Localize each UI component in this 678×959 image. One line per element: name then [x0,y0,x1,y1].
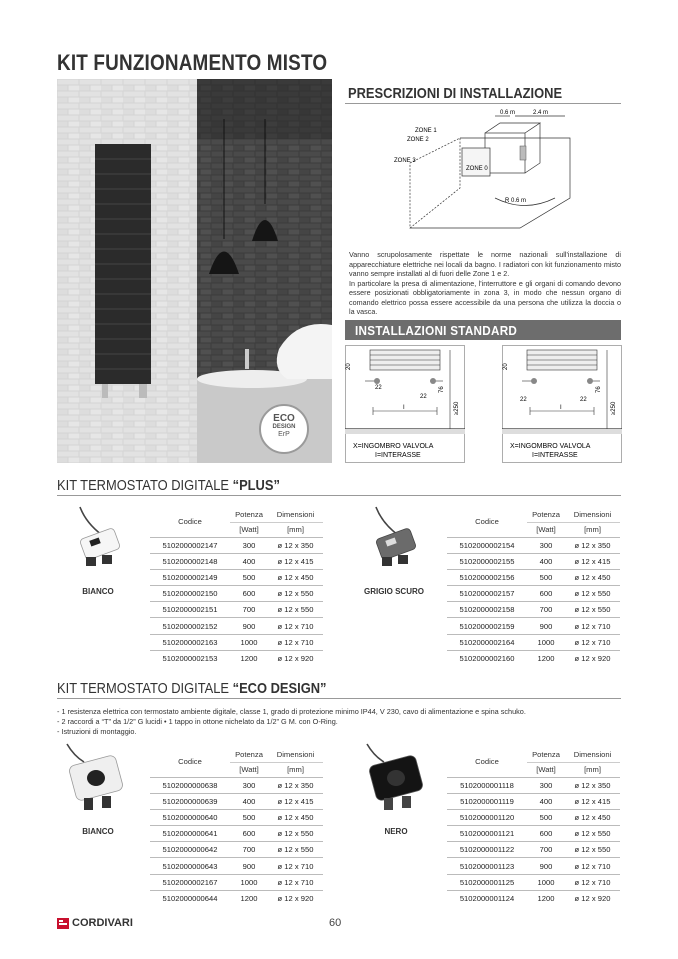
brand-logo [57,917,133,929]
dimensioni-cell: ø 12 x 415 [268,793,323,809]
table-row [150,537,323,553]
codice-cell: 5102000001122 [447,842,527,858]
codice-cell: 5102000000642 [150,842,230,858]
plus-grigio-thermostat-image [368,505,428,577]
potenza-cell: 900 [527,858,565,874]
potenza-cell: 600 [230,826,268,842]
codice-cell: 5102000002151 [150,602,230,618]
col-potenza-unit: [Watt] [230,762,268,777]
potenza-cell: 900 [527,618,565,634]
dimensioni-cell: ø 12 x 450 [268,809,323,825]
dimensioni-cell: ø 12 x 550 [565,602,620,618]
potenza-cell: 1200 [230,890,268,906]
codice-cell: 5102000001123 [447,858,527,874]
table-row [447,537,620,553]
table-row [150,618,323,634]
dim-20-right: 20 [503,363,509,370]
dimensioni-cell: ø 12 x 710 [565,618,620,634]
potenza-cell: 500 [230,569,268,585]
prescrizioni-heading: PRESCRIZIONI DI INSTALLAZIONE [348,85,563,102]
col-dimensioni: Dimensioni [276,749,315,759]
installation-diagram-left [345,345,465,463]
plus-rule [57,495,621,496]
eco-bianco-thermostat-image [62,742,132,817]
potenza-cell: 600 [527,826,565,842]
dim-22-left-b: 22 [420,394,427,400]
dimensioni-cell: ø 12 x 550 [268,602,323,618]
codice-cell: 5102000000638 [150,777,230,793]
plus-heading [57,477,280,494]
codice-cell: 5102000002163 [150,634,230,650]
dimensioni-cell: ø 12 x 350 [565,537,620,553]
col-dimensioni: Dimensioni [276,509,315,519]
codice-cell: 5102000002149 [150,569,230,585]
potenza-cell: 300 [527,777,565,793]
table-row [447,793,620,809]
codice-cell: 5102000001120 [447,809,527,825]
eco-table-nero [447,747,620,907]
dimensioni-cell: ø 12 x 710 [268,618,323,634]
dimensioni-cell: ø 12 x 550 [565,826,620,842]
col-potenza-unit: [Watt] [527,762,565,777]
potenza-cell: 300 [230,537,268,553]
table-row [150,650,323,666]
codice-cell: 5102000002159 [447,618,527,634]
codice-cell: 5102000001121 [447,826,527,842]
potenza-cell: 300 [527,537,565,553]
dim-76-right: 76 [596,386,602,393]
legend2-left: I=INTERASSE [375,452,421,459]
plus-heading-prefix: KIT TERMOSTATO DIGITALE [57,477,233,494]
eco-bianco-label: BIANCO [82,827,114,836]
dim-24-label: 2.4 m [533,110,549,116]
dimensioni-cell: ø 12 x 350 [268,777,323,793]
potenza-cell: 1000 [230,874,268,890]
dim-250-left: ≥250 [454,401,460,415]
codice-cell: 5102000002157 [447,586,527,602]
table-row [150,842,323,858]
potenza-cell: 1200 [230,650,268,666]
codice-cell: 5102000002164 [447,634,527,650]
eco-badge-line3: ErP [278,431,290,438]
col-potenza: Potenza [235,509,263,519]
table-row [447,602,620,618]
table-row [447,553,620,569]
dim-06-label: 0.6 m [500,110,516,116]
eco-table-bianco [150,747,323,907]
table-row [447,809,620,825]
potenza-cell: 1000 [527,874,565,890]
installation-diagram-right [502,345,622,463]
potenza-cell: 400 [230,793,268,809]
col-dimensioni: Dimensioni [573,509,612,519]
table-row [447,777,620,793]
table-row [447,890,620,906]
col-potenza: Potenza [532,509,560,519]
dimensioni-cell: ø 12 x 550 [268,586,323,602]
potenza-cell: 1200 [527,650,565,666]
codice-cell: 5102000002156 [447,569,527,585]
table-row [150,777,323,793]
codice-cell: 5102000002167 [150,874,230,890]
eco-badge-line1: ECO [273,413,295,424]
dimensioni-cell: ø 12 x 350 [268,537,323,553]
potenza-cell: 900 [230,858,268,874]
eco-notes [57,707,617,737]
potenza-cell: 700 [230,842,268,858]
prescrizioni-text [349,250,621,317]
dimensioni-cell: ø 12 x 415 [565,793,620,809]
codice-cell: 5102000001119 [447,793,527,809]
prescrizioni-rule [345,103,621,104]
codice-cell: 5102000002153 [150,650,230,666]
table-row [447,586,620,602]
dim-22-right-b: 22 [580,397,587,403]
eco-design-badge [259,404,309,454]
brand-name: CORDIVARI [72,917,133,929]
eco-note-1: - 1 resistenza elettrica con termostato ambiente digitale, classe 1, grado di protezione minimo IP44, V 230, cavo di alimentazione e spina schuko. [57,707,526,716]
dimensioni-cell: ø 12 x 415 [565,553,620,569]
page-number: 60 [329,917,342,929]
table-row [150,602,323,618]
page-title: KIT FUNZIONAMENTO MISTO [57,50,328,75]
codice-cell: 5102000002154 [447,537,527,553]
codice-cell: 5102000002152 [150,618,230,634]
dim-20-left: 20 [346,363,352,370]
dimensioni-cell: ø 12 x 710 [268,874,323,890]
table-row [447,874,620,890]
legend2-right: I=INTERASSE [532,452,578,459]
potenza-cell: 700 [230,602,268,618]
plus-bianco-thermostat-image [72,505,132,577]
dimensioni-cell: ø 12 x 920 [565,650,620,666]
col-codice: Codice [178,757,202,767]
table-row [447,650,620,666]
table-row [447,826,620,842]
prescrizioni-paragraph-1: Vanno scrupolosamente rispettate le norme nazionali sull'installazione di apparecchiature elettriche nei locali da bagno. I radiatori con kit funzionamento misto vanno sempre installati al di fuori delle Zone 1 e 2. [349,250,621,278]
codice-cell: 5102000000644 [150,890,230,906]
plus-table-grigio [447,507,620,667]
table-row [150,634,323,650]
dimensioni-cell: ø 12 x 550 [268,842,323,858]
eco-heading-bold: “ECO DESIGN” [232,680,327,697]
potenza-cell: 1000 [527,634,565,650]
eco-nero-thermostat-image [362,742,432,817]
dimensioni-cell: ø 12 x 450 [565,569,620,585]
col-potenza-unit: [Watt] [527,522,565,537]
dimensioni-cell: ø 12 x 550 [565,586,620,602]
potenza-cell: 700 [527,602,565,618]
legend1-left: X=INGOMBRO VALVOLA [353,443,434,450]
dimensioni-cell: ø 12 x 350 [565,777,620,793]
eco-rule [57,698,621,699]
codice-cell: 5102000001125 [447,874,527,890]
dimensioni-cell: ø 12 x 415 [268,553,323,569]
plus-heading-bold: “PLUS” [232,477,280,494]
table-row [150,793,323,809]
dimensioni-cell: ø 12 x 550 [565,842,620,858]
col-dimensioni-unit: [mm] [565,522,620,537]
dim-250-right: ≥250 [611,401,617,415]
dim-22-right-a: 22 [520,397,527,403]
codice-cell: 5102000002155 [447,553,527,569]
col-dimensioni-unit: [mm] [565,762,620,777]
potenza-cell: 600 [230,586,268,602]
table-row [150,569,323,585]
dim-i-right: I [560,405,562,411]
table-row [150,826,323,842]
codice-cell: 5102000000641 [150,826,230,842]
table-row [150,586,323,602]
potenza-cell: 500 [527,569,565,585]
table-row [447,618,620,634]
potenza-cell: 600 [527,586,565,602]
eco-badge-line2: DESIGN [272,424,296,430]
table-row [447,634,620,650]
dimensioni-cell: ø 12 x 920 [268,890,323,906]
eco-heading [57,680,327,697]
installazioni-heading: INSTALLAZIONI STANDARD [355,323,518,338]
dimensioni-cell: ø 12 x 710 [565,874,620,890]
dim-i-left: I [403,405,405,411]
dimensioni-cell: ø 12 x 920 [268,650,323,666]
eco-note-3: - Istruzioni di montaggio. [57,727,137,736]
codice-cell: 5102000000643 [150,858,230,874]
codice-cell: 5102000002147 [150,537,230,553]
potenza-cell: 1000 [230,634,268,650]
potenza-cell: 300 [230,777,268,793]
codice-cell: 5102000000639 [150,793,230,809]
codice-cell: 5102000002158 [447,602,527,618]
col-codice: Codice [475,757,499,767]
col-codice: Codice [178,517,202,527]
plus-bianco-label: BIANCO [82,587,114,596]
potenza-cell: 400 [230,553,268,569]
table-row [150,890,323,906]
table-row [150,809,323,825]
table-row [150,874,323,890]
eco-heading-prefix: KIT TERMOSTATO DIGITALE [57,680,233,697]
codice-cell: 5102000001118 [447,777,527,793]
table-row [150,858,323,874]
eco-nero-label: NERO [384,827,408,836]
dim-22-left-a: 22 [375,385,382,391]
col-dimensioni-unit: [mm] [268,522,323,537]
codice-cell: 5102000002150 [150,586,230,602]
potenza-cell: 400 [527,553,565,569]
col-dimensioni: Dimensioni [573,749,612,759]
potenza-cell: 700 [527,842,565,858]
plus-table-bianco [150,507,323,667]
codice-cell: 5102000001124 [447,890,527,906]
dimensioni-cell: ø 12 x 710 [268,634,323,650]
zone3-label: ZONE 3 [394,158,416,164]
codice-cell: 5102000000640 [150,809,230,825]
product-photo [57,79,332,463]
col-dimensioni-unit: [mm] [268,762,323,777]
col-codice: Codice [475,517,499,527]
legend1-right: X=INGOMBRO VALVOLA [510,443,591,450]
prescrizioni-paragraph-2: In particolare la presa di alimentazione, l'interruttore e gli organi di comando devono essere posizionati obbligatoriamente in zona 3, in modo che nessun organo di comando elettrico possa essere accessibile da una persona che utilizza la doccia o la vasca. [349,278,621,316]
table-row [447,858,620,874]
dimensioni-cell: ø 12 x 550 [268,826,323,842]
brand-mark-icon [57,918,69,929]
dimensioni-cell: ø 12 x 450 [268,569,323,585]
zone1-label: ZONE 1 [415,128,437,134]
dimensioni-cell: ø 12 x 710 [268,858,323,874]
dimensioni-cell: ø 12 x 450 [565,809,620,825]
potenza-cell: 1200 [527,890,565,906]
col-potenza: Potenza [235,749,263,759]
plus-grigio-label: GRIGIO SCURO [363,587,424,596]
potenza-cell: 900 [230,618,268,634]
table-row [447,569,620,585]
zone2-label: ZONE 2 [407,137,429,143]
dimensioni-cell: ø 12 x 920 [565,890,620,906]
dimensioni-cell: ø 12 x 710 [565,634,620,650]
codice-cell: 5102000002160 [447,650,527,666]
potenza-cell: 500 [230,809,268,825]
codice-cell: 5102000002148 [150,553,230,569]
zones-diagram [390,108,590,243]
col-potenza: Potenza [532,749,560,759]
potenza-cell: 500 [527,809,565,825]
table-row [447,842,620,858]
col-potenza-unit: [Watt] [230,522,268,537]
installazioni-heading-bar [345,320,621,340]
dimensioni-cell: ø 12 x 710 [565,858,620,874]
table-row [150,553,323,569]
zone0-label: ZONE 0 [466,166,488,172]
eco-note-2: - 2 raccordi a “T” da 1/2” G lucidi • 1 tappo in ottone nichelato da 1/2” G M. con O-Ring. [57,717,338,726]
potenza-cell: 400 [527,793,565,809]
dim-76-left: 76 [439,386,445,393]
r06-label: R 0.6 m [505,198,527,204]
